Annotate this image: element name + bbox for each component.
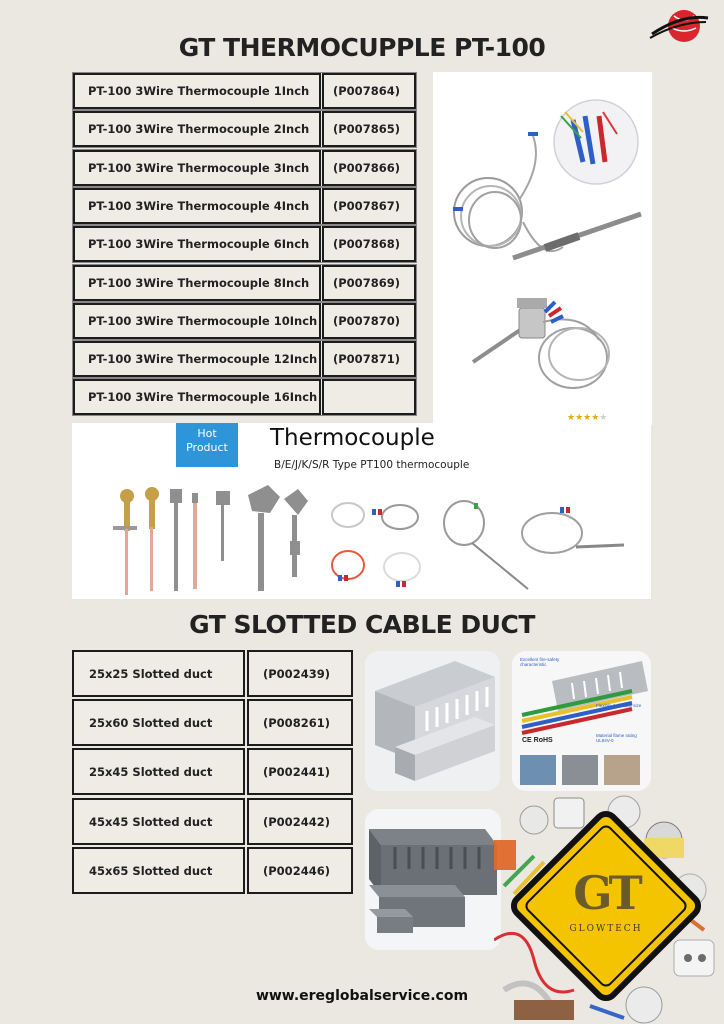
product-code-cell bbox=[322, 379, 416, 415]
infographic-label-2: Flexible & durable size fits bbox=[596, 703, 642, 713]
rating-star-icon: ★ bbox=[599, 412, 608, 422]
thermocouple-banner bbox=[72, 423, 651, 599]
certification-marks: CE RoHS bbox=[522, 737, 553, 744]
product-name-cell: PT-100 3Wire Thermocouple 8Inch bbox=[73, 265, 321, 301]
infographic-label-1: Excellent fire-safety characteristic bbox=[520, 657, 560, 667]
product-name-cell: PT-100 3Wire Thermocouple 3Inch bbox=[73, 150, 321, 186]
duct-photo-dark bbox=[365, 809, 501, 950]
duct-code-cell: (P008261) bbox=[247, 699, 353, 746]
duct-code-cell: (P002439) bbox=[247, 650, 353, 697]
hot-product-badge bbox=[176, 423, 238, 467]
duct-name-cell: 45x65 Slotted duct bbox=[72, 847, 245, 894]
product-name-cell: PT-100 3Wire Thermocouple 12Inch bbox=[73, 341, 321, 377]
glowtech-logo-initials: GT bbox=[573, 866, 639, 920]
product-name-cell: PT-100 3Wire Thermocouple 10Inch bbox=[73, 303, 321, 339]
rating-stars bbox=[567, 412, 607, 422]
duct-code-cell: (P002441) bbox=[247, 748, 353, 795]
rating-star-icon: ★ bbox=[583, 412, 592, 422]
glowtech-logo-name: GLOWTECH bbox=[569, 924, 643, 934]
product-code-cell: (P007869) bbox=[322, 265, 416, 301]
duct-name-cell: 25x60 Slotted duct bbox=[72, 699, 245, 746]
duct-name-cell: 45x45 Slotted duct bbox=[72, 798, 245, 845]
duct-code-cell: (P002442) bbox=[247, 798, 353, 845]
product-code-cell: (P007864) bbox=[322, 73, 416, 109]
product-name-cell: PT-100 3Wire Thermocouple 16Inch bbox=[73, 379, 321, 415]
duct-name-cell: 25x45 Slotted duct bbox=[72, 748, 245, 795]
product-code-cell: (P007865) bbox=[322, 111, 416, 147]
footer-website-link[interactable]: www.ereglobalservice.com bbox=[255, 988, 469, 1004]
thermocouple-product-photo bbox=[433, 72, 652, 425]
rating-star-icon: ★ bbox=[591, 412, 600, 422]
banner-title: Thermocouple bbox=[270, 425, 435, 451]
infographic-label-3: Material flame rating UL94V-0 bbox=[596, 733, 637, 743]
hot-badge-line1: Hot bbox=[197, 427, 217, 440]
product-name-cell: PT-100 3Wire Thermocouple 6Inch bbox=[73, 226, 321, 262]
product-code-cell: (P007870) bbox=[322, 303, 416, 339]
banner-subtitle: B/E/J/K/S/R Type PT100 thermocouple bbox=[274, 459, 470, 471]
product-name-cell: PT-100 3Wire Thermocouple 1Inch bbox=[73, 73, 321, 109]
product-code-cell: (P007868) bbox=[322, 226, 416, 262]
duct-infographic bbox=[512, 651, 651, 791]
product-code-cell: (P007866) bbox=[322, 150, 416, 186]
product-code-cell: (P007867) bbox=[322, 188, 416, 224]
product-code-cell: (P007871) bbox=[322, 341, 416, 377]
duct-photo-grey bbox=[365, 651, 500, 791]
duct-name-cell: 25x25 Slotted duct bbox=[72, 650, 245, 697]
rating-star-icon: ★ bbox=[567, 412, 576, 422]
product-name-cell: PT-100 3Wire Thermocouple 2Inch bbox=[73, 111, 321, 147]
product-name-cell: PT-100 3Wire Thermocouple 4Inch bbox=[73, 188, 321, 224]
hot-badge-line2: Product bbox=[186, 441, 228, 454]
rating-star-icon: ★ bbox=[575, 412, 584, 422]
cable-duct-section-title: GT SLOTTED CABLE DUCT bbox=[189, 610, 535, 639]
duct-code-cell: (P002446) bbox=[247, 847, 353, 894]
thermocouple-section-title: GT THERMOCUPPLE PT-100 bbox=[178, 33, 546, 62]
